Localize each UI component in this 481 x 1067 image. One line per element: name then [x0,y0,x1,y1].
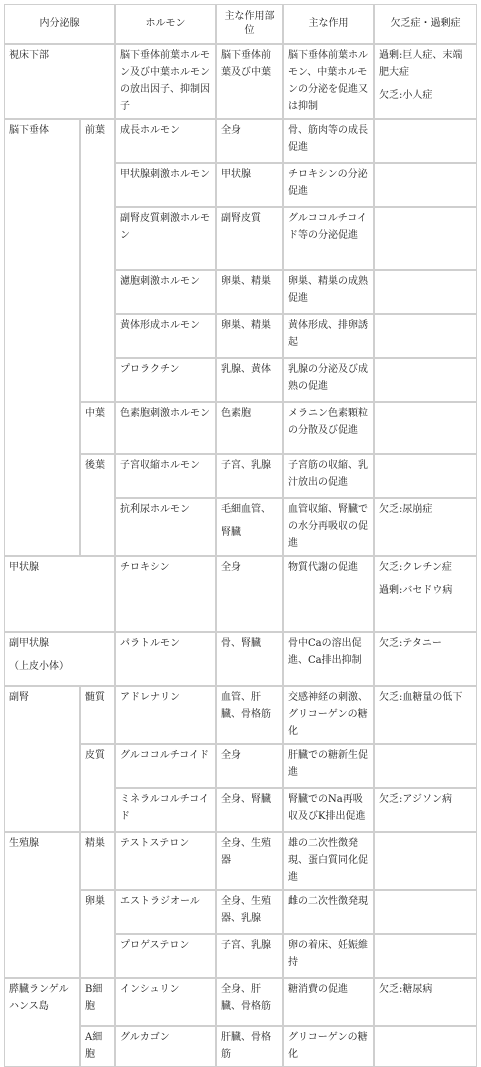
hormone-cell: チロキシン [115,556,216,632]
section-testis: 精巣 [80,832,115,890]
disorder-note: 過剰:バセドウ病 [379,585,453,596]
section-b-cell: B細胞 [80,978,115,1026]
hormone-cell: パラトルモン [115,632,216,686]
site-note: 腎臓 [221,527,241,538]
site-cell: 全身 [216,119,283,163]
header-hormone: ホルモン [115,4,216,44]
disorder-cell [374,832,477,890]
action-cell: 雌の二次性徴発現 [283,890,374,934]
site-cell: 全身、生殖器 [216,832,283,890]
site-cell: 肝臓、骨格筋 [216,1026,283,1067]
action-cell: 脳下垂体前葉ホルモン、中葉ホルモンの分泌を促進又は抑制 [283,44,374,119]
hormone-cell: 脳下垂体前葉ホルモン及び中葉ホルモンの放出因子、抑制因子 [115,44,216,119]
lobe-intermediate: 中葉 [80,402,115,454]
header-disorder: 欠乏症・過剰症 [374,4,477,44]
action-cell: 黄体形成、排卵誘起 [283,314,374,358]
table-header [4,4,477,44]
disorder-cell [374,358,477,402]
table-row [4,119,477,163]
hormone-cell: 甲状腺刺激ホルモン [115,163,216,207]
disorder-cell [374,44,477,119]
disorder-cell: 欠乏:アジソン病 [374,788,477,832]
lobe-anterior: 前葉 [80,119,115,402]
action-cell: グリコーゲンの糖化 [283,1026,374,1067]
gland-adrenal: 副腎 [4,686,80,832]
header-row [4,4,477,44]
hormone-cell: アドレナリン [115,686,216,744]
hormone-cell: グルカゴン [115,1026,216,1067]
disorder-note: 欠乏:クレチン症 [379,562,452,573]
site-cell: 卵巣、精巣 [216,314,283,358]
endocrine-table [4,4,477,1067]
disorder-cell: 欠乏:血糖量の低下 [374,686,477,744]
action-cell: グルココルチコイド等の分泌促進 [283,207,374,270]
action-cell: 腎臓でのNa再吸収及びK排出促進 [283,788,374,832]
action-cell: 雄の二次性徴発現、蛋白質同化促進 [283,832,374,890]
disorder-cell [374,454,477,498]
disorder-cell [374,934,477,978]
disorder-cell [374,163,477,207]
site-cell [216,498,283,556]
site-cell: 全身、生殖器、乳腺 [216,890,283,934]
action-cell: 子宮筋の収縮、乳汁放出の促進 [283,454,374,498]
action-cell: チロキシンの分泌促進 [283,163,374,207]
hormone-cell: 抗利尿ホルモン [115,498,216,556]
table-row [4,632,477,686]
disorder-cell [374,744,477,788]
gland-label: 副甲状腺 [9,638,49,649]
hormone-cell: ミネラルコルチコイド [115,788,216,832]
site-cell: 色素胞 [216,402,283,454]
site-cell: 卵巣、精巣 [216,270,283,314]
hormone-cell: テストステロン [115,832,216,890]
hormone-cell: 色素胞刺激ホルモン [115,402,216,454]
disorder-cell [374,1026,477,1067]
header-gland: 内分泌腺 [4,4,115,44]
disorder-cell: 欠乏:糖尿病 [374,978,477,1026]
action-cell: 卵の着床、妊娠維持 [283,934,374,978]
table-row [4,978,477,1026]
gland-hypothalamus: 視床下部 [4,44,115,119]
site-cell: 全身 [216,744,283,788]
disorder-cell [374,890,477,934]
site-cell: 脳下垂体前葉及び中葉 [216,44,283,119]
gland-pituitary: 脳下垂体 [4,119,80,556]
disorder-cell [374,556,477,632]
hormone-cell: 黄体形成ホルモン [115,314,216,358]
site-note: 毛細血管、 [221,504,271,515]
site-cell: 子宮、乳腺 [216,934,283,978]
gland-pancreas: 膵臓ランゲルハンス島 [4,978,80,1067]
hormone-cell: プロラクチン [115,358,216,402]
hormone-cell: グルココルチコイド [115,744,216,788]
hormone-cell: エストラジオール [115,890,216,934]
site-cell: 骨、腎臓 [216,632,283,686]
gland-parathyroid [4,632,115,686]
hormone-cell: 濾胞刺激ホルモン [115,270,216,314]
gland-thyroid: 甲状腺 [4,556,115,632]
site-cell: 血管、肝臓、骨格筋 [216,686,283,744]
section-cortex: 皮質 [80,744,115,832]
action-cell: 交感神経の刺激、グリコーゲンの糖化 [283,686,374,744]
action-cell: 卵巣、精巣の成熟促進 [283,270,374,314]
hormone-cell: 成長ホルモン [115,119,216,163]
action-cell: メラニン色素顆粒の分散及び促進 [283,402,374,454]
disorder-note: 過剰:巨人症、末端肥大症 [379,50,463,78]
site-cell: 副腎皮質 [216,207,283,270]
gland-sublabel: （上皮小体） [9,661,69,672]
disorder-cell [374,314,477,358]
disorder-cell: 欠乏:尿崩症 [374,498,477,556]
disorder-note: 欠乏:小人症 [379,90,433,101]
section-a-cell: A細胞 [80,1026,115,1067]
section-ovary: 卵巣 [80,890,115,978]
lobe-posterior: 後葉 [80,454,115,556]
site-cell: 全身 [216,556,283,632]
table-row [4,686,477,744]
section-medulla: 髄質 [80,686,115,744]
disorder-cell [374,270,477,314]
action-cell: 骨、筋肉等の成長促進 [283,119,374,163]
site-cell: 乳腺、黄体 [216,358,283,402]
disorder-cell [374,119,477,163]
action-cell: 骨中Caの溶出促進、Ca排出抑制 [283,632,374,686]
gland-gonad: 生殖腺 [4,832,80,978]
table-row [4,44,477,119]
action-cell: 乳腺の分泌及び成熟の促進 [283,358,374,402]
action-cell: 血管収縮、腎臓での水分再吸収の促進 [283,498,374,556]
hormone-cell: インシュリン [115,978,216,1026]
hormone-cell: 子宮収縮ホルモン [115,454,216,498]
hormone-cell: 副腎皮質刺激ホルモン [115,207,216,270]
site-cell: 子宮、乳腺 [216,454,283,498]
site-cell: 全身、肝臓、骨格筋 [216,978,283,1026]
action-cell: 糖消費の促進 [283,978,374,1026]
site-cell: 甲状腺 [216,163,283,207]
disorder-cell [374,207,477,270]
disorder-cell: 欠乏:テタニー [374,632,477,686]
hormone-cell: プロゲステロン [115,934,216,978]
disorder-cell [374,402,477,454]
header-action: 主な作用 [283,4,374,44]
action-cell: 肝臓での糖新生促進 [283,744,374,788]
site-cell: 全身、腎臓 [216,788,283,832]
table-row [4,832,477,890]
table-row [4,556,477,632]
header-site: 主な作用部位 [216,4,283,44]
action-cell: 物質代謝の促進 [283,556,374,632]
